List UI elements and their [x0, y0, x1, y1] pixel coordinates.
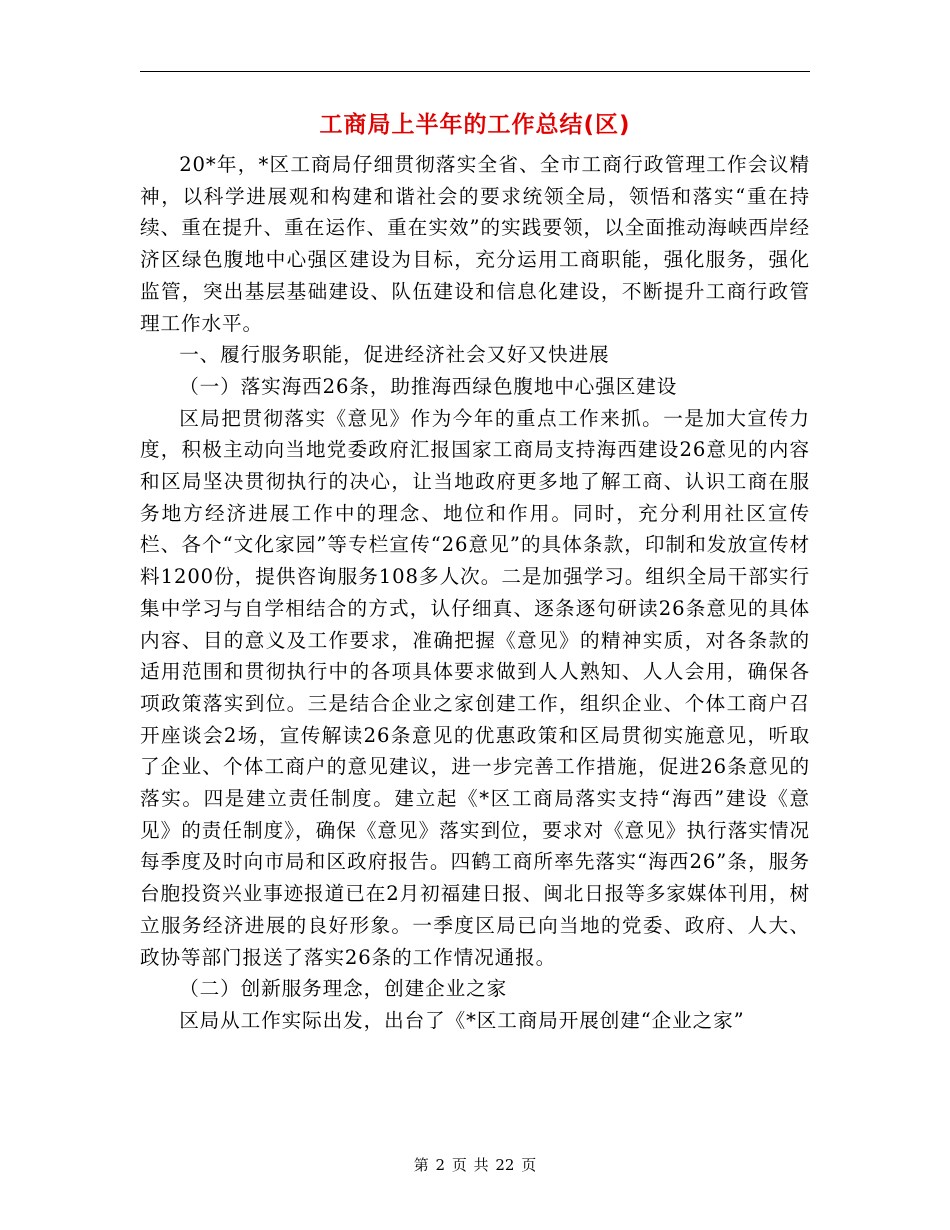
paragraph-body-1: 区局把贯彻落实《意见》作为今年的重点工作来抓。一是加大宣传力度，积极主动向当地党委政府汇报国家工商局支持海西建设26意见的内容和区局坚决贯彻执行的决心，让当地政府更多地了解工商、认识工商在服务地方经济进展工作中的理念、地位和作用。同时，充分利用社区宣传栏、各个“文化家园”等专栏宣传“26意见”的具体条款，印制和发放宣传材料1200份，提供咨询服务108多人次。二是加强学习。组织全局干部实行集中学习与自学相结合的方式，认仔细真、逐条逐句研读26条意见的具体内容、目的意义及工作要求，准确把握《意见》的精神实质，对各条款的适用范围和贯彻执行中的各项具体要求做到人人熟知、人人会用，确保各项政策落实到位。三是结合企业之家创建工作，组织企业、个体工商户召开座谈会2场，宣传解读26条意见的优惠政策和区局贯彻实施意见，听取了企业、个体工商户的意见建议，进一步完善工作措施，促进26条意见的落实。四是建立责任制度。建立起《*区工商局落实支持“海西”建设《意见》的责任制度》，确保《意见》落实到位，要求对《意见》执行落实情况每季度及时向市局和区政府报告。四鹤工商所率先落实“海西26”条，服务台胞投资兴业事迹报道已在2月初福建日报、闽北日报等多家媒体刊用，树立服务经济进展的良好形象。一季度区局已向当地的党委、政府、人大、政协等部门报送了落实26条的工作情况通报。 — [140, 406, 810, 969]
subsection-heading-2: （二）创新服务理念，创建企业之家 — [179, 977, 508, 1001]
subsection-heading-1: （一）落实海西26条，助推海西绿色腹地中心强区建设 — [179, 374, 678, 398]
document-title: 工商局上半年的工作总结(区) — [319, 112, 631, 138]
section-heading-1: 一、履行服务职能，促进经济社会又好又快进展 — [179, 343, 610, 367]
document-body — [140, 149, 810, 1037]
paragraph-body-2: 区局从工作实际出发，出台了《*区工商局开展创建“企业之家” — [179, 1008, 745, 1032]
header-rule — [140, 71, 810, 72]
paragraph-intro: 20*年，*区工商局仔细贯彻落实全省、全市工商行政管理工作会议精神，以科学进展观和构建和谐社会的要求统领全局，领悟和落实“重在持续、重在提升、重在运作、重在实效”的实践要领，以全面推动海峡西岸经济区绿色腹地中心强区建设为目标，充分运用工商职能，强化服务，强化监管，突出基层基础建设、队伍建设和信息化建设，不断提升工商行政管理工作水平。 — [140, 153, 810, 335]
page-footer: 第 2 页 共 22 页 — [413, 1156, 537, 1174]
